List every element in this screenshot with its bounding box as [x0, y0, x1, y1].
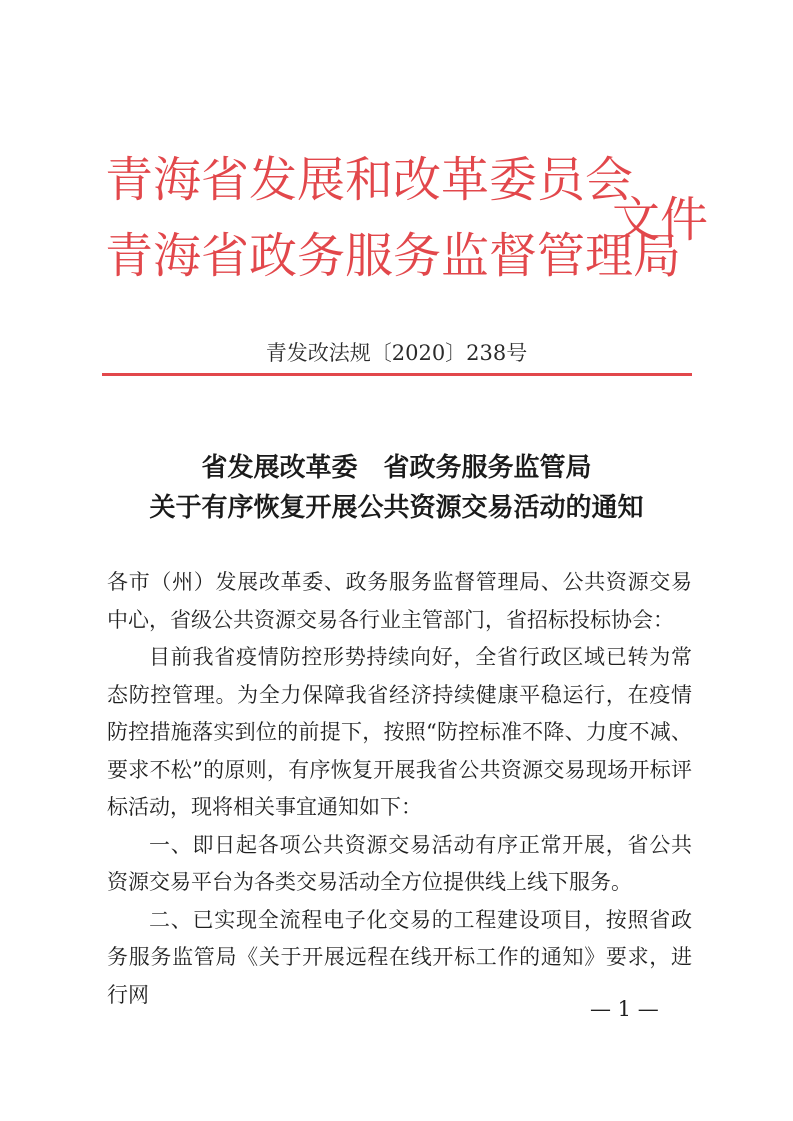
- issuer-development-reform-commission: 青海省发展和改革委员会: [105, 152, 634, 208]
- notice-title-line-2: 关于有序恢复开展公共资源交易活动的通知: [149, 493, 644, 523]
- body-paragraph: 一、即日起各项公共资源交易活动有序正常开展，省公共资源交易平台为各类交易活动全方位提供线上线下服务。: [107, 832, 692, 894]
- body-paragraph: 目前我省疫情防控形势持续向好，全省行政区域已转为常态防控管理。为全力保障我省经济持续健康平稳运行，在疫情防控措施落实到位的前提下，按照“防控标准不降、力度不减、要求不松”的原则，有序恢复开展我省公共资源交易现场开标评标活动，现将相关事宜通知如下：: [107, 645, 692, 819]
- document-number: 青发改法规〔2020〕238号: [265, 341, 528, 365]
- notice-title-line-1: 省发展改革委 省政务服务监管局: [201, 453, 592, 483]
- notice-body: [107, 564, 692, 1014]
- addressee-paragraph: 各市（州）发展改革委、政务服务监督管理局、公共资源交易中心，省级公共资源交易各行业主管部门，省招标投标协会：: [107, 570, 692, 632]
- issuer-government-services-bureau: 青海省政务服务监督管理局: [105, 228, 682, 284]
- red-header-divider: [102, 373, 692, 376]
- page-number: — 1 —: [590, 997, 659, 1021]
- notice-title: [0, 448, 793, 528]
- body-paragraph: 二、已实现全流程电子化交易的工程建设项目，按照省政务服务监管局《关于开展远程在线开标工作的通知》要求，进行网: [107, 907, 692, 1007]
- document-kind-label: 文件: [612, 192, 709, 248]
